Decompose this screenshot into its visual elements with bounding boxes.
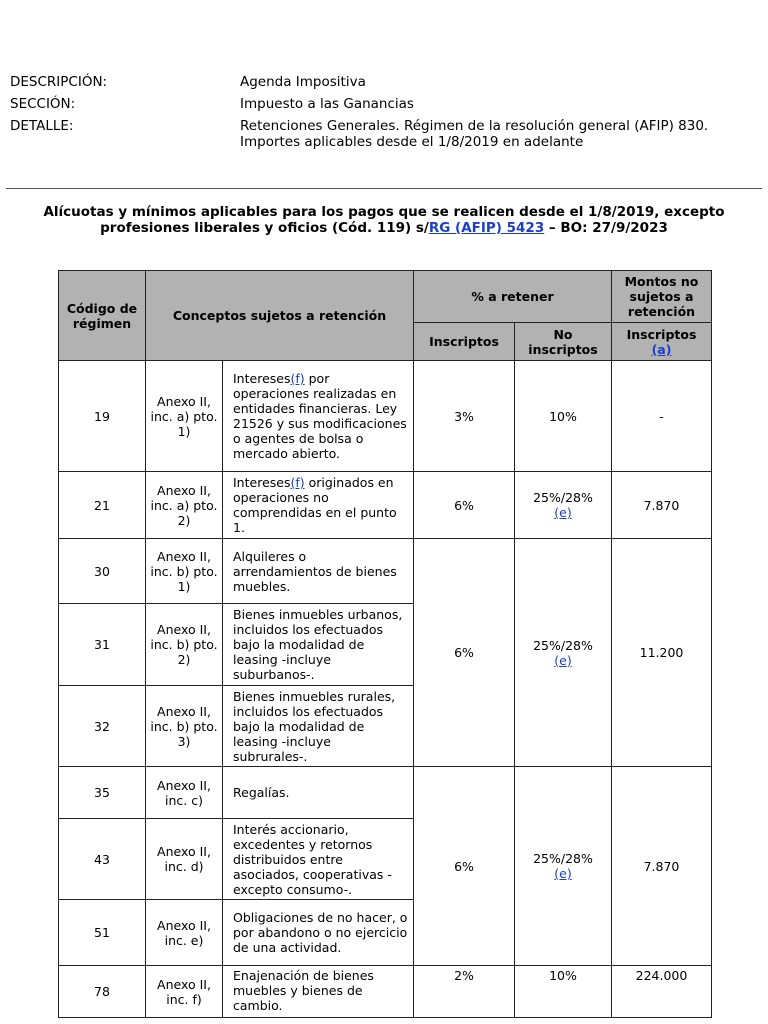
header-inscriptos: Inscriptos [414,323,515,361]
monto-no-sujeto: - [612,361,712,472]
concept-text: Interés accionario, excedentes y retornos distribuidos entre asociados, cooperativas -excepto consumo-. [223,819,414,900]
concept-text: Obligaciones de no hacer, o por abandono o no ejercicio de una actividad. [223,900,414,966]
rate-value: 25%/28% [533,637,593,653]
concept-pre: Intereses [233,475,291,490]
anexo-ref: Anexo II, inc. e) [146,900,223,966]
regime-code: 30 [59,539,146,604]
rate-no-inscriptos: 10% [515,361,612,472]
concept-post: originados en operaciones no comprendidas en el punto 1. [233,475,397,535]
meta-label: SECCIÓN: [10,96,76,112]
section-divider [6,188,762,189]
rate-no-inscriptos [515,539,612,767]
regime-code: 21 [59,472,146,539]
heading-date: – BO: 27/9/2023 [544,220,668,236]
meta-value: Agenda Impositiva [240,74,366,90]
table-row [59,767,712,819]
table-row [59,539,712,604]
anexo-ref: Anexo II, inc. b) pto. 1) [146,539,223,604]
regime-code: 43 [59,819,146,900]
regime-code: 51 [59,900,146,966]
regime-code: 19 [59,361,146,472]
rate-no-inscriptos: 10% [515,966,612,1018]
heading-text: Alícuotas y mínimos aplicables para los pagos que se realicen desde el 1/8/2019, excepto profesiones liberales y oficios (Cód. 119) s/ [43,204,725,236]
concept-text: Bienes inmuebles urbanos, incluidos los efectuados bajo la modalidad de leasing -incluye suburbanos-. [223,604,414,686]
meta-label: DETALLE: [10,118,74,134]
meta-row-detalle [10,118,750,150]
note-e-link[interactable]: (e) [554,866,572,881]
note-f-link[interactable]: (f) [290,371,305,386]
note-a-link[interactable]: (a) [651,341,672,357]
anexo-ref: Anexo II, inc. c) [146,767,223,819]
rate-inscriptos: 3% [414,361,515,472]
rate-inscriptos: 2% [414,966,515,1018]
regime-code: 35 [59,767,146,819]
anexo-ref: Anexo II, inc. b) pto. 3) [146,686,223,767]
meta-row-descripcion [10,74,750,90]
retention-table [58,270,712,1018]
table-row [59,966,712,1018]
concept-post: por operaciones realizadas en entidades financieras. Ley 21526 y sus modificaciones o agentes de bolsa o mercado abierto. [233,371,407,461]
regime-code: 31 [59,604,146,686]
header-montos: Montos no sujetos a retención [612,271,712,323]
header-retener: % a retener [414,271,612,323]
concept-text: Bienes inmuebles rurales, incluidos los efectuados bajo la modalidad de leasing -incluye subrurales-. [223,686,414,767]
concept-text [223,361,414,472]
meta-row-seccion [10,96,750,112]
table-row [59,472,712,539]
note-e-link[interactable]: (e) [554,652,572,668]
meta-value: Retenciones Generales. Régimen de la resolución general (AFIP) 830. Importes aplicables desde el 1/8/2019 en adelante [240,118,709,150]
header-no-inscriptos: No inscriptos [515,323,612,361]
header-montos-inscriptos [612,323,712,361]
note-f-link[interactable]: (f) [290,475,305,490]
concept-text: Enajenación de bienes muebles y bienes de cambio. [223,966,414,1018]
concept-text: Regalías. [223,767,414,819]
rate-no-inscriptos [515,472,612,539]
monto-no-sujeto: 11.200 [612,539,712,767]
anexo-ref: Anexo II, inc. f) [146,966,223,1018]
meta-label: DESCRIPCIÓN: [10,74,108,90]
rate-value: 25%/28% [533,490,593,505]
note-e-link[interactable]: (e) [554,505,572,520]
concept-text [223,472,414,539]
table-heading [20,204,748,236]
header-conceptos: Conceptos sujetos a retención [146,271,414,361]
monto-no-sujeto: 7.870 [612,472,712,539]
anexo-ref: Anexo II, inc. a) pto. 1) [146,361,223,472]
rate-inscriptos: 6% [414,539,515,767]
anexo-ref: Anexo II, inc. d) [146,819,223,900]
rate-value: 25%/28% [533,851,593,866]
table-row [59,361,712,472]
rate-inscriptos: 6% [414,767,515,966]
anexo-ref: Anexo II, inc. b) pto. 2) [146,604,223,686]
concept-text: Alquileres o arrendamientos de bienes muebles. [223,539,414,604]
meta-value: Impuesto a las Ganancias [240,96,414,112]
monto-no-sujeto: 7.870 [612,767,712,966]
rg-5423-link[interactable]: RG (AFIP) 5423 [428,220,545,236]
header-montos-label: Inscriptos [626,326,697,342]
regime-code: 32 [59,686,146,767]
metadata-block [10,74,750,156]
concept-pre: Intereses [233,371,291,386]
rate-no-inscriptos [515,767,612,966]
monto-no-sujeto: 224.000 [612,966,712,1018]
regime-code: 78 [59,966,146,1018]
header-codigo: Código de régimen [59,271,146,361]
anexo-ref: Anexo II, inc. a) pto. 2) [146,472,223,539]
rate-inscriptos: 6% [414,472,515,539]
